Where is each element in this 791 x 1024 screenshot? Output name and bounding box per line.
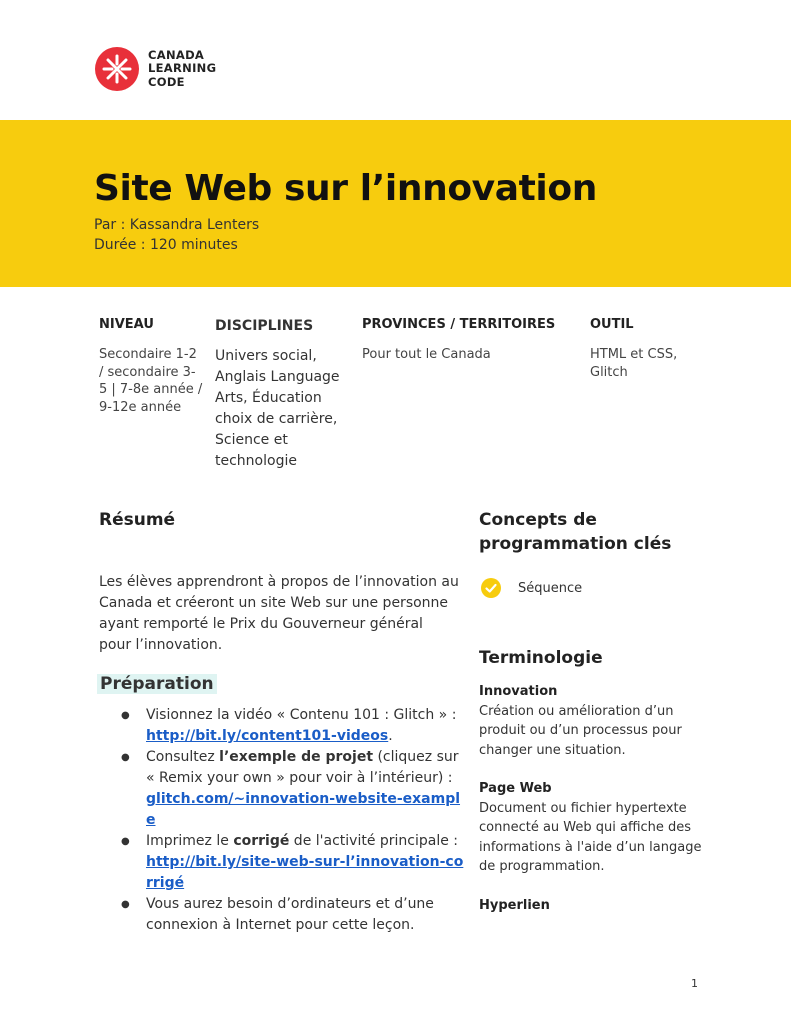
term-hyperlien	[479, 896, 709, 916]
concept-label: Séquence	[518, 580, 583, 596]
term-definition: Document ou fichier hypertexte connecté au Web qui affiche des informations à l'aide d’un langage de programmation.	[479, 800, 702, 874]
lesson-meta	[94, 215, 259, 255]
content101-videos-link[interactable]: http://bit.ly/content101-videos	[146, 728, 389, 744]
prep-item-1-text: Visionnez la vidéo « Contenu 101 : Glitch » :	[146, 707, 457, 723]
glitch-example-link[interactable]: glitch.com/~innovation-website-example	[146, 791, 461, 828]
check-circle-icon	[481, 578, 501, 598]
prep-item-3-text-a: Imprimez le	[146, 833, 234, 849]
terminology-heading: Terminologie	[479, 648, 603, 668]
logo-wordmark	[148, 49, 216, 90]
niveau-label: NIVEAU	[99, 317, 154, 332]
disciplines-value: Univers social, Anglais Language Arts, Éducation choix de carrière, Science et technologie	[215, 348, 340, 469]
term-name: Page Web	[479, 781, 552, 796]
list-item	[121, 747, 466, 831]
prep-item-2-text-a: Consultez	[146, 749, 220, 765]
prep-item-3-text-b: de l'activité principale :	[289, 833, 459, 849]
author-line: Par : Kassandra Lenters	[94, 217, 260, 233]
concepts-heading: Concepts de programmation clés	[479, 510, 672, 554]
prep-item-3-bold: corrigé	[233, 833, 290, 849]
provinces-label: PROVINCES / TERRITOIRES	[362, 317, 556, 332]
resume-heading: Résumé	[99, 510, 176, 530]
list-item	[121, 894, 466, 936]
outil-value: HTML et CSS, Glitch	[590, 347, 678, 380]
prep-item-1-end: .	[388, 728, 393, 744]
brand-logo	[95, 47, 216, 91]
preparation-heading: Préparation	[97, 674, 217, 694]
term-name: Innovation	[479, 684, 558, 699]
duration-line: Durée : 120 minutes	[94, 237, 238, 253]
concept-item	[481, 578, 582, 598]
term-innovation	[479, 682, 709, 760]
logo-line-3: CODE	[148, 74, 185, 89]
disciplines-label: DISCIPLINES	[215, 318, 314, 334]
outil-label: OUTIL	[590, 317, 634, 332]
term-name: Hyperlien	[479, 898, 550, 913]
page-number: 1	[691, 977, 698, 990]
prep-item-2-text-b: (cliquez sur « Remix your own » pour voir à l’intérieur) :	[146, 749, 459, 786]
title-banner	[0, 120, 791, 287]
prep-item-4-text: Vous aurez besoin d’ordinateurs et d’une connexion à Internet pour cette leçon.	[146, 896, 434, 933]
answer-key-link[interactable]: http://bit.ly/site-web-sur-l’innovation-corrigé	[146, 854, 464, 891]
term-definition: Création ou amélioration d’un produit ou d’un processus pour changer une situation.	[479, 703, 682, 758]
resume-text: Les élèves apprendront à propos de l’innovation au Canada et créeront un site Web sur une personne ayant remporté le Prix du Gouverneur général pour l’innovation.	[99, 574, 459, 653]
preparation-list	[121, 705, 466, 936]
logo-line-2: LEARNING	[148, 61, 217, 76]
list-item	[121, 831, 466, 894]
page-title: Site Web sur l’innovation	[94, 168, 597, 209]
provinces-value: Pour tout le Canada	[362, 347, 491, 362]
logo-line-1: CANADA	[148, 47, 205, 62]
list-item	[121, 705, 466, 747]
canada-learning-code-logo-icon	[95, 47, 139, 91]
term-page-web	[479, 779, 709, 877]
niveau-value: Secondaire 1-2 / secondaire 3-5 | 7-8e année / 9-12e année	[99, 347, 203, 415]
prep-item-2-bold: l’exemple de projet	[219, 749, 374, 765]
